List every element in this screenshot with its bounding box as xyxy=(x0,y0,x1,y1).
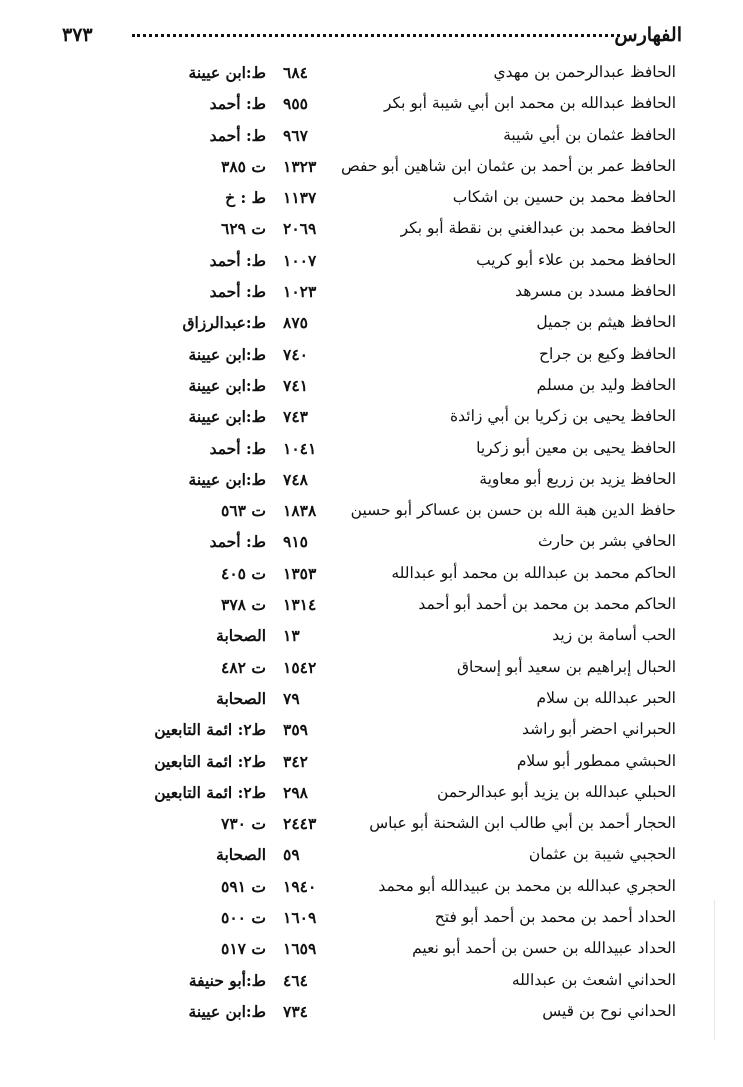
entry-name: الحداني اشعث بن عبدالله xyxy=(511,970,676,989)
index-entry xyxy=(0,308,743,339)
entry-name: الحبلي عبدالله بن يزيد أبو عبدالرحمن xyxy=(437,782,676,801)
index-entry xyxy=(0,559,743,590)
entry-reference: ط: أحمد xyxy=(209,438,266,458)
entry-reference: ط : خ xyxy=(225,188,266,208)
entry-reference: الصحابة xyxy=(216,626,266,646)
entry-name: الحجبي شيبة بن عثمان xyxy=(528,845,676,864)
entry-name: حافظ الدين هبة الله بن حسن بن عساكر أبو حسين xyxy=(350,501,676,520)
entry-name: الحبراني احضر أبو راشد xyxy=(521,720,676,739)
entry-name: الحافظ هيثم بن جميل xyxy=(536,313,676,332)
index-entry xyxy=(0,527,743,558)
entry-number: ١٣٢٣ xyxy=(283,156,317,176)
index-entry xyxy=(0,277,743,308)
entry-number: ٧٣٤ xyxy=(283,1001,308,1021)
index-entry xyxy=(0,371,743,402)
index-entry xyxy=(0,966,743,997)
entry-number: ١٨٣٨ xyxy=(283,501,317,521)
entry-number: ٢٠٦٩ xyxy=(283,219,317,239)
page-header xyxy=(62,22,682,50)
entry-name: الحافظ يحيى بن زكريا بن أبي زائدة xyxy=(450,407,676,426)
index-entry xyxy=(0,778,743,809)
entry-reference: ط: أحمد xyxy=(209,250,266,270)
index-entry xyxy=(0,89,743,120)
entry-number: ٣٤٢ xyxy=(283,751,308,771)
entry-name: الحافظ مسدد بن مسرهد xyxy=(515,282,676,301)
entry-name: الحبال إبراهيم بن سعيد أبو إسحاق xyxy=(456,657,676,676)
entry-name: الحافظ محمد بن عبدالغني بن نقطة أبو بكر xyxy=(400,219,676,238)
entry-name: الحداني نوح بن قيس xyxy=(542,1001,676,1020)
entry-number: ٧٤٠ xyxy=(283,344,308,364)
entry-reference: ط: أحمد xyxy=(209,94,266,114)
entry-number: ٧٤٨ xyxy=(283,469,308,489)
index-entry xyxy=(0,465,743,496)
entry-number: ١٠٤١ xyxy=(283,438,317,458)
entry-number: ٩١٥ xyxy=(283,532,308,552)
entry-name: الحاكم محمد بن محمد بن أحمد أبو أحمد xyxy=(418,595,676,614)
entry-number: ٩٥٥ xyxy=(283,94,308,114)
entry-reference: الصحابة xyxy=(216,845,266,865)
entry-reference: ط:ابن عيينة xyxy=(188,344,266,364)
index-entry xyxy=(0,809,743,840)
entry-number: ١٣ xyxy=(283,626,300,646)
entry-reference: ت ٤٠٥ xyxy=(221,563,266,583)
entry-number: ٢٤٤٣ xyxy=(283,814,317,834)
index-entry xyxy=(0,872,743,903)
entry-name: الحافظ عمر بن أحمد بن عثمان ابن شاهين أبو حفص xyxy=(340,156,676,175)
entry-reference: ط: أحمد xyxy=(209,532,266,552)
index-entry xyxy=(0,152,743,183)
entry-number: ١٠٢٣ xyxy=(283,282,317,302)
index-entry xyxy=(0,402,743,433)
index-entry xyxy=(0,684,743,715)
index-entry xyxy=(0,183,743,214)
entry-reference: ط:أبو حنيفة xyxy=(188,970,266,990)
entry-reference: ط٢: ائمة التابعين xyxy=(154,782,266,802)
entry-reference: ط:ابن عيينة xyxy=(188,1001,266,1021)
index-entry xyxy=(0,840,743,871)
entry-name: الحافظ يزيد بن زريع أبو معاوية xyxy=(479,469,676,488)
entry-name: الحبر عبدالله بن سلام xyxy=(536,688,676,707)
entry-reference: ت ٧٣٠ xyxy=(221,814,266,834)
index-entry xyxy=(0,214,743,245)
entry-name: الحافظ محمد بن حسين بن اشكاب xyxy=(452,188,676,207)
entry-name: الحافظ عبدالله بن محمد ابن أبي شيبة أبو بكر xyxy=(383,94,676,113)
page-number: ٣٧٣ xyxy=(62,24,93,46)
entry-name: الحداد أحمد بن محمد بن أحمد أبو فتح xyxy=(434,908,676,927)
entry-reference: ت ٤٨٢ xyxy=(221,657,266,677)
entry-name: الحجري عبدالله بن محمد بن عبيدالله أبو محمد xyxy=(378,876,676,895)
entry-reference: ط:ابن عيينة xyxy=(188,407,266,427)
entry-reference: الصحابة xyxy=(216,688,266,708)
entry-reference: ط: أحمد xyxy=(209,282,266,302)
entry-number: ١٥٤٢ xyxy=(283,657,317,677)
entry-reference: ت ٥٩١ xyxy=(221,876,266,896)
scan-edge-line xyxy=(714,900,715,1040)
index-entry xyxy=(0,934,743,965)
index-entry xyxy=(0,621,743,652)
index-entry xyxy=(0,997,743,1028)
index-entry xyxy=(0,590,743,621)
index-entry xyxy=(0,434,743,465)
entry-reference: ت ٣٧٨ xyxy=(221,595,266,615)
entry-reference: ت ٣٨٥ xyxy=(221,156,266,176)
entry-number: ٦٨٤ xyxy=(283,63,308,82)
entry-number: ٧٤١ xyxy=(283,375,308,395)
index-entry xyxy=(0,653,743,684)
entry-reference: ط٢: ائمة التابعين xyxy=(154,720,266,740)
entry-reference: ط:عبدالرزاق xyxy=(182,313,266,333)
entry-number: ١٣١٤ xyxy=(283,595,317,615)
index-entry xyxy=(0,715,743,746)
entry-reference: ت ٦٢٩ xyxy=(221,219,266,239)
entry-number: ١٩٤٠ xyxy=(283,876,317,896)
entry-number: ١٣٥٣ xyxy=(283,563,317,583)
entry-reference: ت ٥١٧ xyxy=(221,939,266,959)
entry-number: ١١٣٧ xyxy=(283,188,317,208)
index-entry xyxy=(0,121,743,152)
entry-reference: ط٢: ائمة التابعين xyxy=(154,751,266,771)
entry-number: ٥٩ xyxy=(283,845,300,865)
entry-name: الحافظ محمد بن علاء أبو كريب xyxy=(476,250,676,269)
entry-name: الحبشي ممطور أبو سلام xyxy=(516,751,676,770)
entry-name: الحب أسامة بن زيد xyxy=(552,626,676,645)
entry-reference: ط:ابن عيينة xyxy=(188,63,266,82)
entry-number: ٨٧٥ xyxy=(283,313,308,333)
entry-name: الحافي بشر بن حارث xyxy=(537,532,676,551)
index-entry xyxy=(0,747,743,778)
index-entry xyxy=(0,58,743,89)
entry-name: الحجار أحمد بن أبي طالب ابن الشحنة أبو عباس xyxy=(369,814,676,833)
entry-name: الحافظ وليد بن مسلم xyxy=(536,375,676,394)
entry-number: ٧٩ xyxy=(283,688,300,708)
entry-number: ٩٦٧ xyxy=(283,125,308,145)
index-entry xyxy=(0,340,743,371)
index-entries xyxy=(0,58,743,1028)
entry-reference: ت ٥٦٣ xyxy=(221,501,266,521)
index-entry xyxy=(0,246,743,277)
page-title: الفهارس xyxy=(614,24,682,46)
entry-number: ١٦٠٩ xyxy=(283,908,317,928)
entry-number: ٢٩٨ xyxy=(283,782,308,802)
entry-name: الحافظ وكيع بن جراح xyxy=(538,344,676,363)
entry-name: الحافظ عبدالرحمن بن مهدي xyxy=(493,63,676,81)
entry-reference: ط:ابن عيينة xyxy=(188,375,266,395)
leader-dots xyxy=(132,34,620,37)
entry-number: ١٦٥٩ xyxy=(283,939,317,959)
entry-name: الحافظ عثمان بن أبي شيبة xyxy=(503,125,676,144)
index-entry xyxy=(0,496,743,527)
entry-name: الحداد عبيدالله بن حسن بن أحمد أبو نعيم xyxy=(412,939,676,958)
entry-reference: ط:ابن عيينة xyxy=(188,469,266,489)
entry-number: ٤٦٤ xyxy=(283,970,308,990)
entry-number: ٣٥٩ xyxy=(283,720,308,740)
entry-name: الحافظ يحيى بن معين أبو زكريا xyxy=(476,438,676,457)
entry-name: الحاكم محمد بن عبدالله بن محمد أبو عبدالله xyxy=(391,563,676,582)
entry-number: ١٠٠٧ xyxy=(283,250,317,270)
index-entry xyxy=(0,903,743,934)
entry-number: ٧٤٣ xyxy=(283,407,308,427)
entry-reference: ط: أحمد xyxy=(209,125,266,145)
entry-reference: ت ٥٠٠ xyxy=(221,908,266,928)
